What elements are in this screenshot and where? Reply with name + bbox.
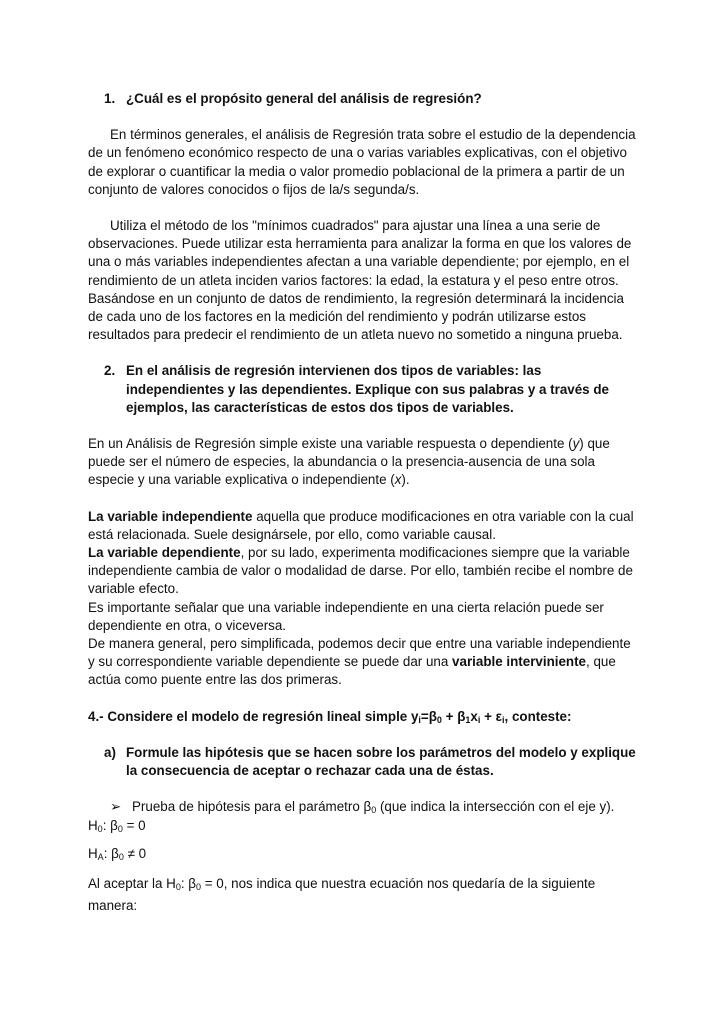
question-1-heading bbox=[88, 90, 640, 108]
question-4a-heading bbox=[88, 744, 640, 780]
arrow-bullet-icon: ➢ bbox=[110, 799, 122, 815]
question-4a-label: a) bbox=[104, 744, 116, 760]
alternative-hypothesis: $H_A$: $\beta_0 \ne 0$ bbox=[88, 845, 147, 862]
question-1-number: 1. bbox=[104, 91, 116, 106]
document-page bbox=[88, 90, 640, 917]
hypothesis-bullet: ➢ Prueba de hipótesis para el parámetro $\beta_0$ (que indica la intersección con el eje y). bbox=[110, 799, 615, 816]
question-2-heading bbox=[88, 362, 640, 417]
null-hypothesis: $H_0$: $\beta_0 = 0$ bbox=[88, 817, 146, 834]
note-1: Es importante señalar que una variable independiente en una cierta relación puede ser dependiente en otra, o viceversa. bbox=[88, 599, 604, 633]
dependent-variable-definition: La variable dependiente, por su lado, experimenta modificaciones siempre que la variable independiente cambia de valor o modalidad de darse. Por ello, también recibe el nombre de variable efecto. bbox=[88, 545, 633, 597]
question-1-paragraph-2: Utiliza el método de los "mínimos cuadrados" para ajustar una línea a una serie de observaciones. Puede utilizar esta herramienta para analizar la forma en que los valores de una o más variables independientes afectan a una variable dependiente; por ejemplo, en el rendimiento de un atleta inciden varios factores: la edad, la estatura y el peso entre otros. Basándose en un conjunto de datos de rendimiento, la regresión determinará la incidencia de cada uno de los factores en la medición del rendimiento y podrán utilizarse estos resultados para predecir el rendimiento de un atleta nuevo no sometido a ninguna prueba. bbox=[88, 218, 632, 343]
question-1-title: ¿Cuál es el propósito general del análisis de regresión? bbox=[126, 91, 482, 106]
independent-variable-definition: La variable independiente aquella que produce modificaciones en otra variable con la cual está relacionada. Suele designársele, por ello, como variable causal. bbox=[88, 508, 634, 542]
note-2: De manera general, pero simplificada, podemos decir que entre una variable independiente y su correspondiente variable dependiente se puede dar una variable interviniente, que actúa como puente entre las dos primeras. bbox=[88, 636, 631, 688]
question-4a-text: Formule las hipótesis que se hacen sobre los parámetros del modelo y explique la consecuencia de aceptar o rechazar cada una de éstas. bbox=[126, 744, 636, 779]
question-4-heading: 4.- Considere el modelo de regresión lineal simple $y_i=\beta_0 + \beta_1x_i + \varepsilon_i$, conteste: bbox=[88, 708, 572, 725]
question-2-number: 2. bbox=[104, 363, 116, 379]
independent-variable-label: La variable independiente bbox=[88, 508, 253, 524]
question-2-paragraph-1: En un Análisis de Regresión simple existe una variable respuesta o dependiente (y) que puede ser el número de especies, la abundancia o la presencia-ausencia de una sola especie y una variable explicativa o independiente (x). bbox=[88, 436, 610, 488]
question-1-paragraph-1: En términos generales, el análisis de Regresión trata sobre el estudio de la dependencia de un fenómeno económico respecto de una o varias variables explicativas, con el objetivo de explorar o cuantificar la media o valor promedio poblacional de la primera a partir de un conjunto de valores conocidos o fijos de la/s segunda/s. bbox=[88, 127, 636, 197]
accept-null-text: Al aceptar la $H_0$: $\beta_0 = 0$, nos indica que nuestra ecuación nos quedaría de la siguiente manera: bbox=[88, 875, 596, 913]
dependent-variable-label: La variable dependiente bbox=[88, 545, 241, 561]
question-2-title: En el análisis de regresión intervienen dos tipos de variables: las independientes y las dependientes. Explique con sus palabras y a través de ejemplos, las características de estos dos tipos de variables. bbox=[126, 363, 609, 415]
